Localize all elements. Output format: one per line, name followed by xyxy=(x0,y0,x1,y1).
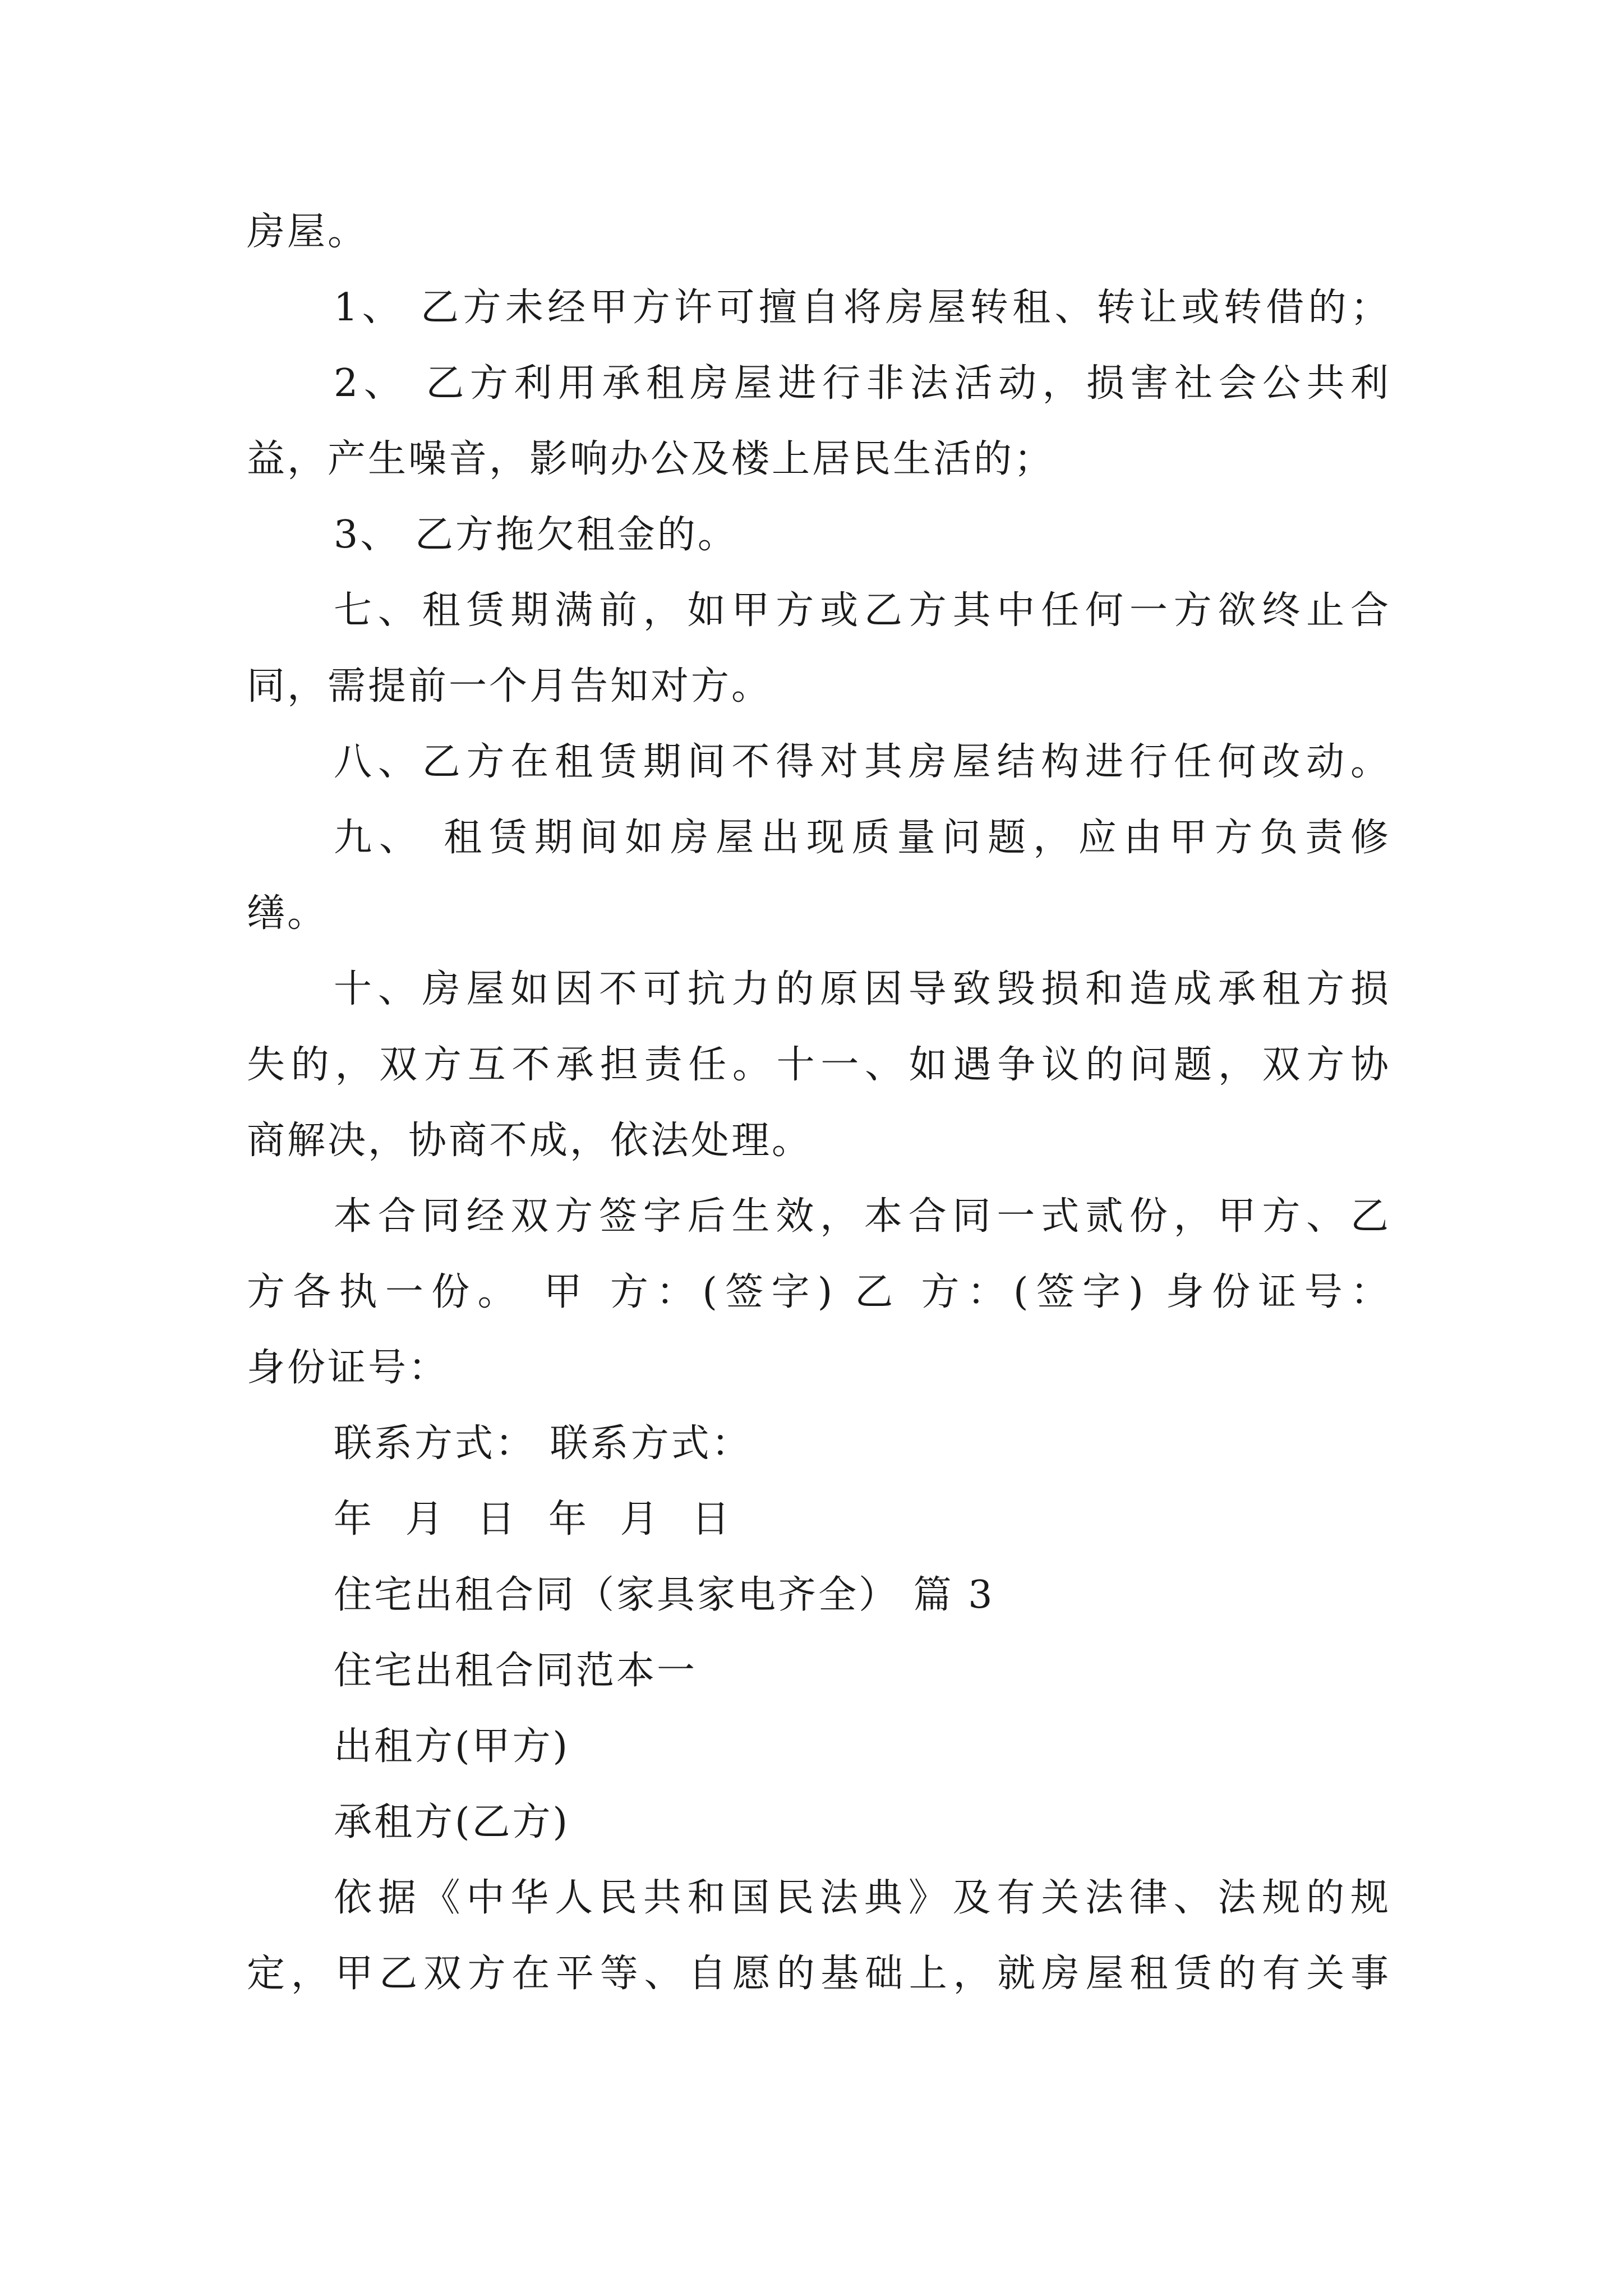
text-line: 承租方(乙方) xyxy=(334,1800,570,1844)
text-line: 2、 乙方利用承租房屋进行非法活动，损害社会公共利 xyxy=(334,361,1391,406)
text-line: 依据《中华人民共和国民法典》及有关法律、法规的规 xyxy=(334,1876,1391,1920)
text-line: 身份证号： xyxy=(247,1346,449,1390)
text-line: 九、 租赁期间如房屋出现质量问题，应由甲方负责修 xyxy=(334,816,1391,860)
text-line: 方各执一份。 甲 方：(签字) 乙 方：(签字) 身份证号： xyxy=(247,1270,1391,1314)
text-line: 同，需提前一个月告知对方。 xyxy=(247,664,772,708)
text-line: 1、 乙方未经甲方许可擅自将房屋转租、转让或转借的； xyxy=(334,286,1391,330)
text-line: 十、房屋如因不可抗力的原因导致毁损和造成承租方损 xyxy=(334,967,1391,1011)
text-line: 益，产生噪音，影响办公及楼上居民生活的； xyxy=(247,437,1055,481)
text-line: 住宅出租合同范本一 xyxy=(334,1649,698,1693)
text-line: 联系方式： 联系方式： xyxy=(334,1421,752,1466)
text-line: 房屋。 xyxy=(247,210,368,254)
text-line: 3、 乙方拖欠租金的。 xyxy=(334,513,738,557)
text-line: 出租方(甲方) xyxy=(334,1724,570,1769)
text-line: 缮。 xyxy=(247,891,328,936)
text-line: 年 月 日 年 月 日 xyxy=(334,1497,732,1542)
text-line: 定，甲乙双方在平等、自愿的基础上，就房屋租赁的有关事 xyxy=(247,1952,1391,1996)
text-line: 本合同经双方签字后生效，本合同一式贰份，甲方、乙 xyxy=(334,1194,1391,1239)
text-line: 商解决，协商不成，依法处理。 xyxy=(247,1119,813,1163)
text-line: 失的，双方互不承担责任。十一、如遇争议的问题，双方协 xyxy=(247,1043,1391,1087)
text-line: 八、乙方在租赁期间不得对其房屋结构进行任何改动。 xyxy=(334,740,1391,784)
text-line: 七、租赁期满前，如甲方或乙方其中任何一方欲终止合 xyxy=(334,588,1391,633)
section-heading: 住宅出租合同（家具家电齐全） 篇 3 xyxy=(334,1573,995,1617)
